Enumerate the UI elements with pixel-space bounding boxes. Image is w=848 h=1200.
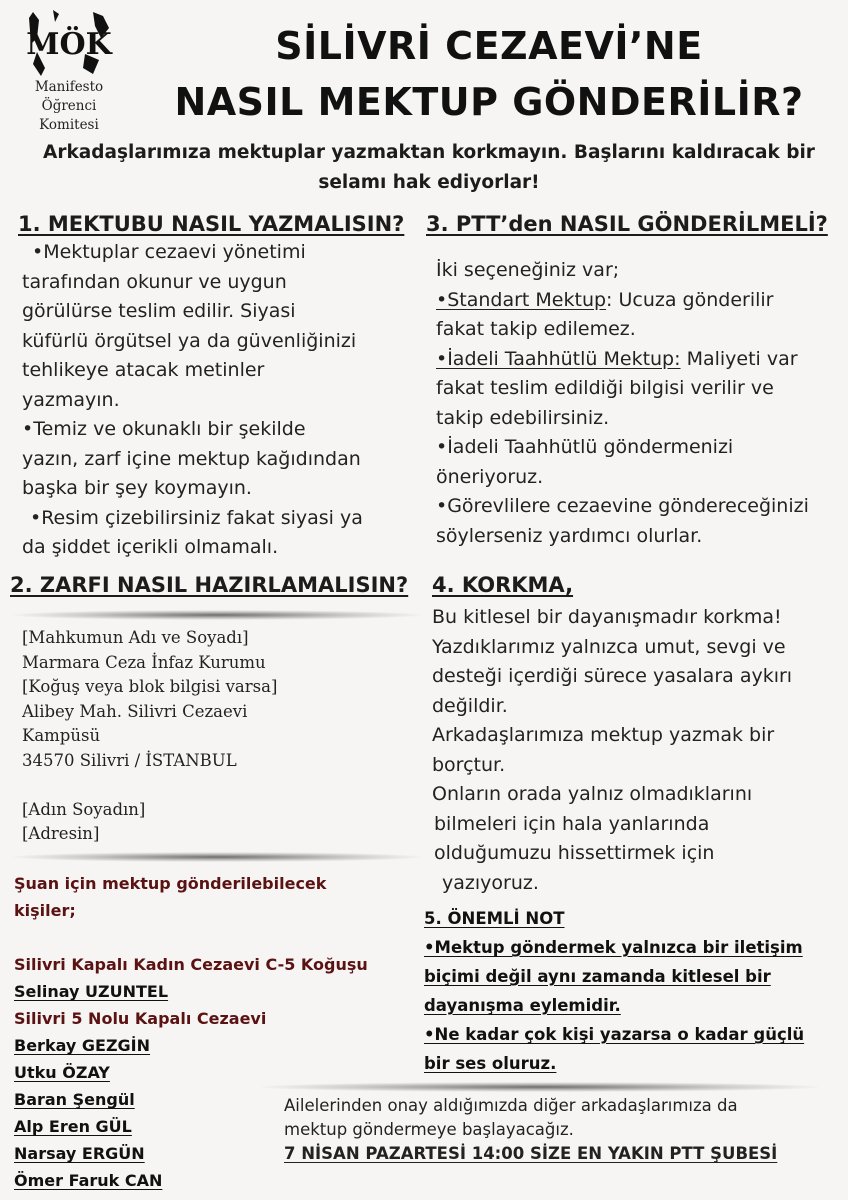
committee-logo-icon [23, 8, 115, 78]
svg-text:MÖK: MÖK [26, 27, 112, 62]
section1-line: tarafından okunur ve uygun [22, 270, 287, 293]
recipients-heading: kişiler; [14, 901, 76, 920]
logo [14, 8, 124, 135]
address-line [22, 773, 402, 798]
section3-line: takip edebilirsiniz. [436, 406, 610, 429]
registered-mail-desc: Maliyeti var [680, 347, 798, 370]
section4-line: olduğumuzu hissettirmek için [434, 842, 715, 864]
section4-line: Onların orada yalnız olmadıklarını [432, 783, 753, 805]
recipient-name: Alp Eren GÜL [14, 1117, 132, 1136]
recipient-name: Baran Şengül [14, 1090, 135, 1109]
section4-line: desteği içerdiği sürece yasalara aykırı [432, 665, 793, 687]
registered-mail-option [436, 345, 844, 375]
section4-line: Bu kitlesel bir dayanışmadır korkma! [432, 606, 782, 628]
section5-line: bir ses oluruz. [424, 1054, 557, 1073]
section3-line: fakat takip edilemez. [436, 318, 636, 340]
section1-body [22, 238, 422, 563]
footer-top-shadow [260, 1082, 820, 1092]
recipient-name: Selinay UZUNTEL [14, 982, 169, 1001]
recipient-prison: Silivri 5 Nolu Kapalı Cezaevi [14, 1009, 267, 1028]
recipient-name: Narsay ERGÜN [14, 1144, 145, 1163]
section4-line: Yazdıklarımız yalnızca umut, sevgi ve [432, 635, 786, 658]
footer-line: Ailelerinden onay aldığımızda diğer arkadaşlarımıza da [284, 1096, 738, 1115]
section5-line: dayanışma eylemidir. [424, 996, 621, 1015]
section3-line: •Görevlilere cezaevine göndereceğinizi [436, 495, 809, 517]
section3-heading: 3. PTT’den NASIL GÖNDERİLMELİ? [426, 212, 828, 236]
footer-line: mektup göndermeye başlayacağız. [284, 1120, 574, 1139]
section5-line: •Ne kadar çok kişi yazarsa o kadar güçlü [424, 1025, 805, 1044]
section3-line: söylerseniz yardımcı olurlar. [436, 524, 703, 547]
section5-line: •Mektup göndermek yalnızca bir iletişim [424, 938, 803, 957]
section4-line: borçtur. [432, 753, 506, 776]
address-line: [Adın Soyadın] [22, 799, 146, 819]
standard-mail-desc: : Ucuza gönderilir [606, 288, 774, 311]
section3-line: öneriyoruz. [436, 465, 544, 488]
address-line: Kampüsü [22, 726, 101, 745]
envelope-bottom-shadow [12, 852, 422, 862]
section1-line: tehlikeye atacak metinler [22, 359, 265, 381]
section1-line: •Resim çizebilirsiniz fakat siyasi ya [30, 506, 363, 529]
address-line: 34570 Silivri / İSTANBUL [22, 750, 237, 770]
envelope-address [22, 626, 402, 847]
section1-line: görülürse teslim edilir. Siyasi [22, 300, 296, 322]
section1-line: •Temiz ve okunaklı bir şekilde [22, 418, 306, 440]
logo-caption-line2: Komitesi [39, 117, 99, 133]
section4-line: Arkadaşlarımıza mektup yazmak bir [432, 724, 775, 746]
address-line: [Adresin] [22, 824, 100, 843]
section2-heading: 2. ZARFI NASIL HAZIRLAMALISIN? [10, 573, 409, 597]
section5-heading: 5. ÖNEMLİ NOT [424, 909, 565, 928]
section1-line: küfürlü örgütsel ya da güvenliğinizi [22, 329, 357, 352]
section4-heading: 4. KORKMA, [432, 573, 574, 597]
footer-event: 7 NİSAN PAZARTESİ 14:00 SİZE EN YAKIN PTT ŞUBESİ [284, 1144, 778, 1163]
section4-line: değildir. [432, 694, 508, 717]
intro-line1: Arkadaşlarımıza mektuplar yazmaktan korkmayın. Başlarını kaldıracak bir [43, 142, 815, 163]
section1-line: başka bir şey koymayın. [22, 477, 252, 499]
registered-mail-label: •İadeli Taahhütlü Mektup: [436, 347, 681, 370]
section5-line: biçimi değil aynı zamanda kitlesel bir [424, 967, 771, 986]
section3-line: İki seçeneğiniz var; [436, 259, 620, 281]
section1-line: da şiddet içerikli olmamalı. [22, 536, 279, 558]
standard-mail-label: •Standart Mektup [436, 288, 607, 311]
section1-line: •Mektuplar cezaevi yönetimi [32, 241, 306, 263]
footer-note [284, 1094, 844, 1166]
recipient-name: Berkay GEZGİN [14, 1036, 151, 1055]
address-line: [Mahkumun Adı ve Soyadı] [22, 628, 249, 647]
section3-line: fakat teslim edildiği bilgisi verilir ve [436, 377, 774, 399]
address-line: Alibey Mah. Silivri Cezaevi [22, 701, 248, 721]
logo-caption-line1: Manifesto Öğrenci [34, 79, 104, 114]
section1-line: yazın, zarf içine mektup kağıdından [22, 447, 361, 470]
recipient-prison: Silivri Kapalı Kadın Cezaevi C-5 Koğuşu [14, 955, 368, 974]
intro-line2: selamı hak ediyorlar! [318, 172, 540, 193]
section3-line: •İadeli Taahhütlü göndermenizi [436, 436, 734, 458]
recipient-name: Ömer Faruk CAN [14, 1171, 163, 1190]
section3-body [436, 256, 844, 551]
title-line1: SİLİVRİ CEZAEVİ’NE [275, 24, 703, 68]
recipients-heading: Şuan için mektup gönderilebilecek [14, 874, 327, 893]
section1-heading: 1. MEKTUBU NASIL YAZMALISIN? [18, 212, 405, 236]
address-line: [Koğuş veya blok bilgisi varsa] [22, 677, 278, 696]
standard-mail-option [436, 286, 844, 316]
section4-line: bilmeleri için hala yanlarında [434, 812, 710, 835]
recipient-name: Utku ÖZAY [14, 1063, 110, 1082]
section4-body [432, 603, 844, 898]
title-line2: NASIL MEKTUP GÖNDERİLİR? [174, 80, 804, 124]
address-line: Marmara Ceza İnfaz Kurumu [22, 652, 266, 672]
envelope-top-shadow [12, 610, 422, 620]
section1-line: yazmayın. [22, 388, 120, 411]
section4-line: yazıyoruz. [442, 871, 539, 894]
section5 [424, 904, 844, 1078]
